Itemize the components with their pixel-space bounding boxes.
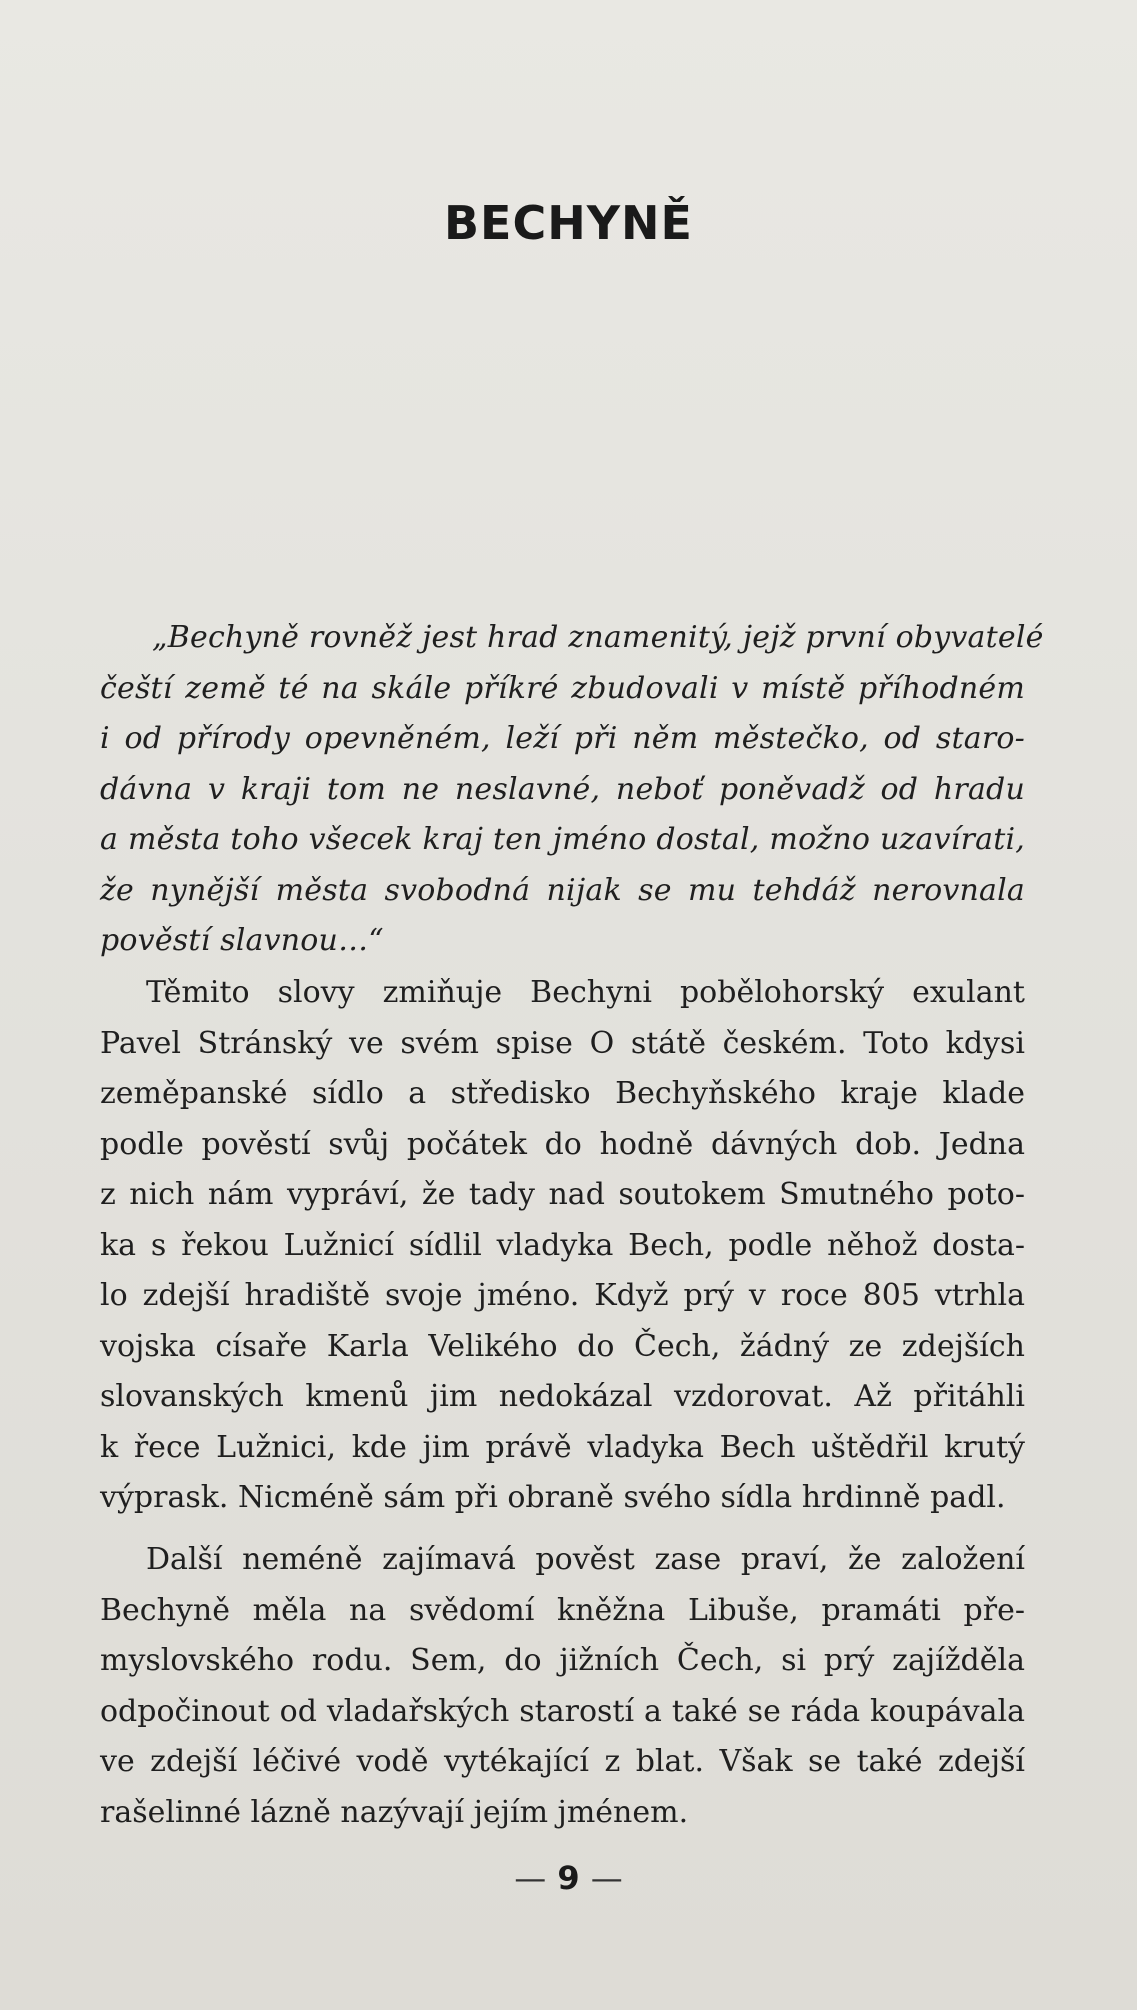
paragraph-line: k řece Lužnici, kde jim právě vladyka Bech uštědřil krutý (100, 1429, 1025, 1465)
paragraph-line: Bechyně měla na svědomí kněžna Libuše, pramáti pře- (100, 1592, 1025, 1628)
paragraph-line: myslovského rodu. Sem, do jižních Čech, si prý zajížděla (100, 1643, 1025, 1678)
quote-line: i od přírody opevněném, leží při něm městečko, od staro- (100, 721, 1025, 756)
quote-line: pověstí slavnou…“ (100, 923, 384, 958)
paragraph-line: ve zdejší léčivé vodě vytékající z blat. Však se také zdejší (100, 1744, 1025, 1779)
quote-line: čeští země té na skále příkré zbudovali v místě příhodném (100, 670, 1025, 706)
paragraph-line: výprask. Nicméně sám při obraně svého sídla hrdinně padl. (100, 1480, 1006, 1515)
paragraph-line: vojska císaře Karla Velikého do Čech, žádný ze zdejších (100, 1328, 1025, 1364)
chapter-title: BECHYNĚ (444, 196, 693, 250)
quote-line: „Bechyně rovněž jest hrad znamenitý, jejž první obyvatelé (152, 620, 1044, 655)
page-number-dash-right: — (590, 1859, 623, 1897)
paragraph-line: Další neméně zajímavá pověst zase praví, že založení (146, 1542, 1025, 1577)
paragraph-line: rašelinné lázně nazývají jejím jménem. (100, 1794, 689, 1830)
paragraph-line: z nich nám vypráví, že tady nad soutokem Smutného poto- (100, 1177, 1025, 1212)
paragraph-line: Pavel Stránský ve svém spise O státě českém. Toto kdysi (100, 1025, 1025, 1061)
paragraph-line: lo zdejší hradiště svoje jméno. Když prý v roce 805 vtrhla (100, 1278, 1025, 1313)
paragraph-1 (100, 968, 1025, 1524)
paragraph-line: Těmito slovy zmiňuje Bechyni pobělohorský exulant (146, 975, 1025, 1010)
opening-quote (100, 613, 1044, 967)
page-number (0, 1859, 1137, 1897)
paragraph-line: slovanských kmenů jim nedokázal vzdorovat. Až přitáhli (100, 1379, 1025, 1414)
page-number-value: 9 (557, 1859, 580, 1897)
paragraph-line: ka s řekou Lužnicí sídlil vladyka Bech, podle něhož dosta- (100, 1227, 1025, 1263)
quote-line: a města toho všecek kraj ten jméno dostal, možno uzavírati, (100, 822, 1025, 857)
paragraph-line: podle pověstí svůj počátek do hodně dávných dob. Jedna (100, 1126, 1025, 1162)
quote-line: dávna v kraji tom ne neslavné, neboť poněvadž od hradu (100, 771, 1025, 807)
quote-line: že nynější města svobodná nijak se mu tehdáž nerovnala (100, 872, 1025, 908)
paragraph-line: zeměpanské sídlo a středisko Bechyňského kraje klade (100, 1076, 1025, 1111)
page-number-dash-left: — (514, 1859, 547, 1897)
paragraph-2 (100, 1535, 1025, 1838)
paragraph-line: odpočinout od vladařských starostí a také se ráda koupávala (100, 1693, 1025, 1729)
